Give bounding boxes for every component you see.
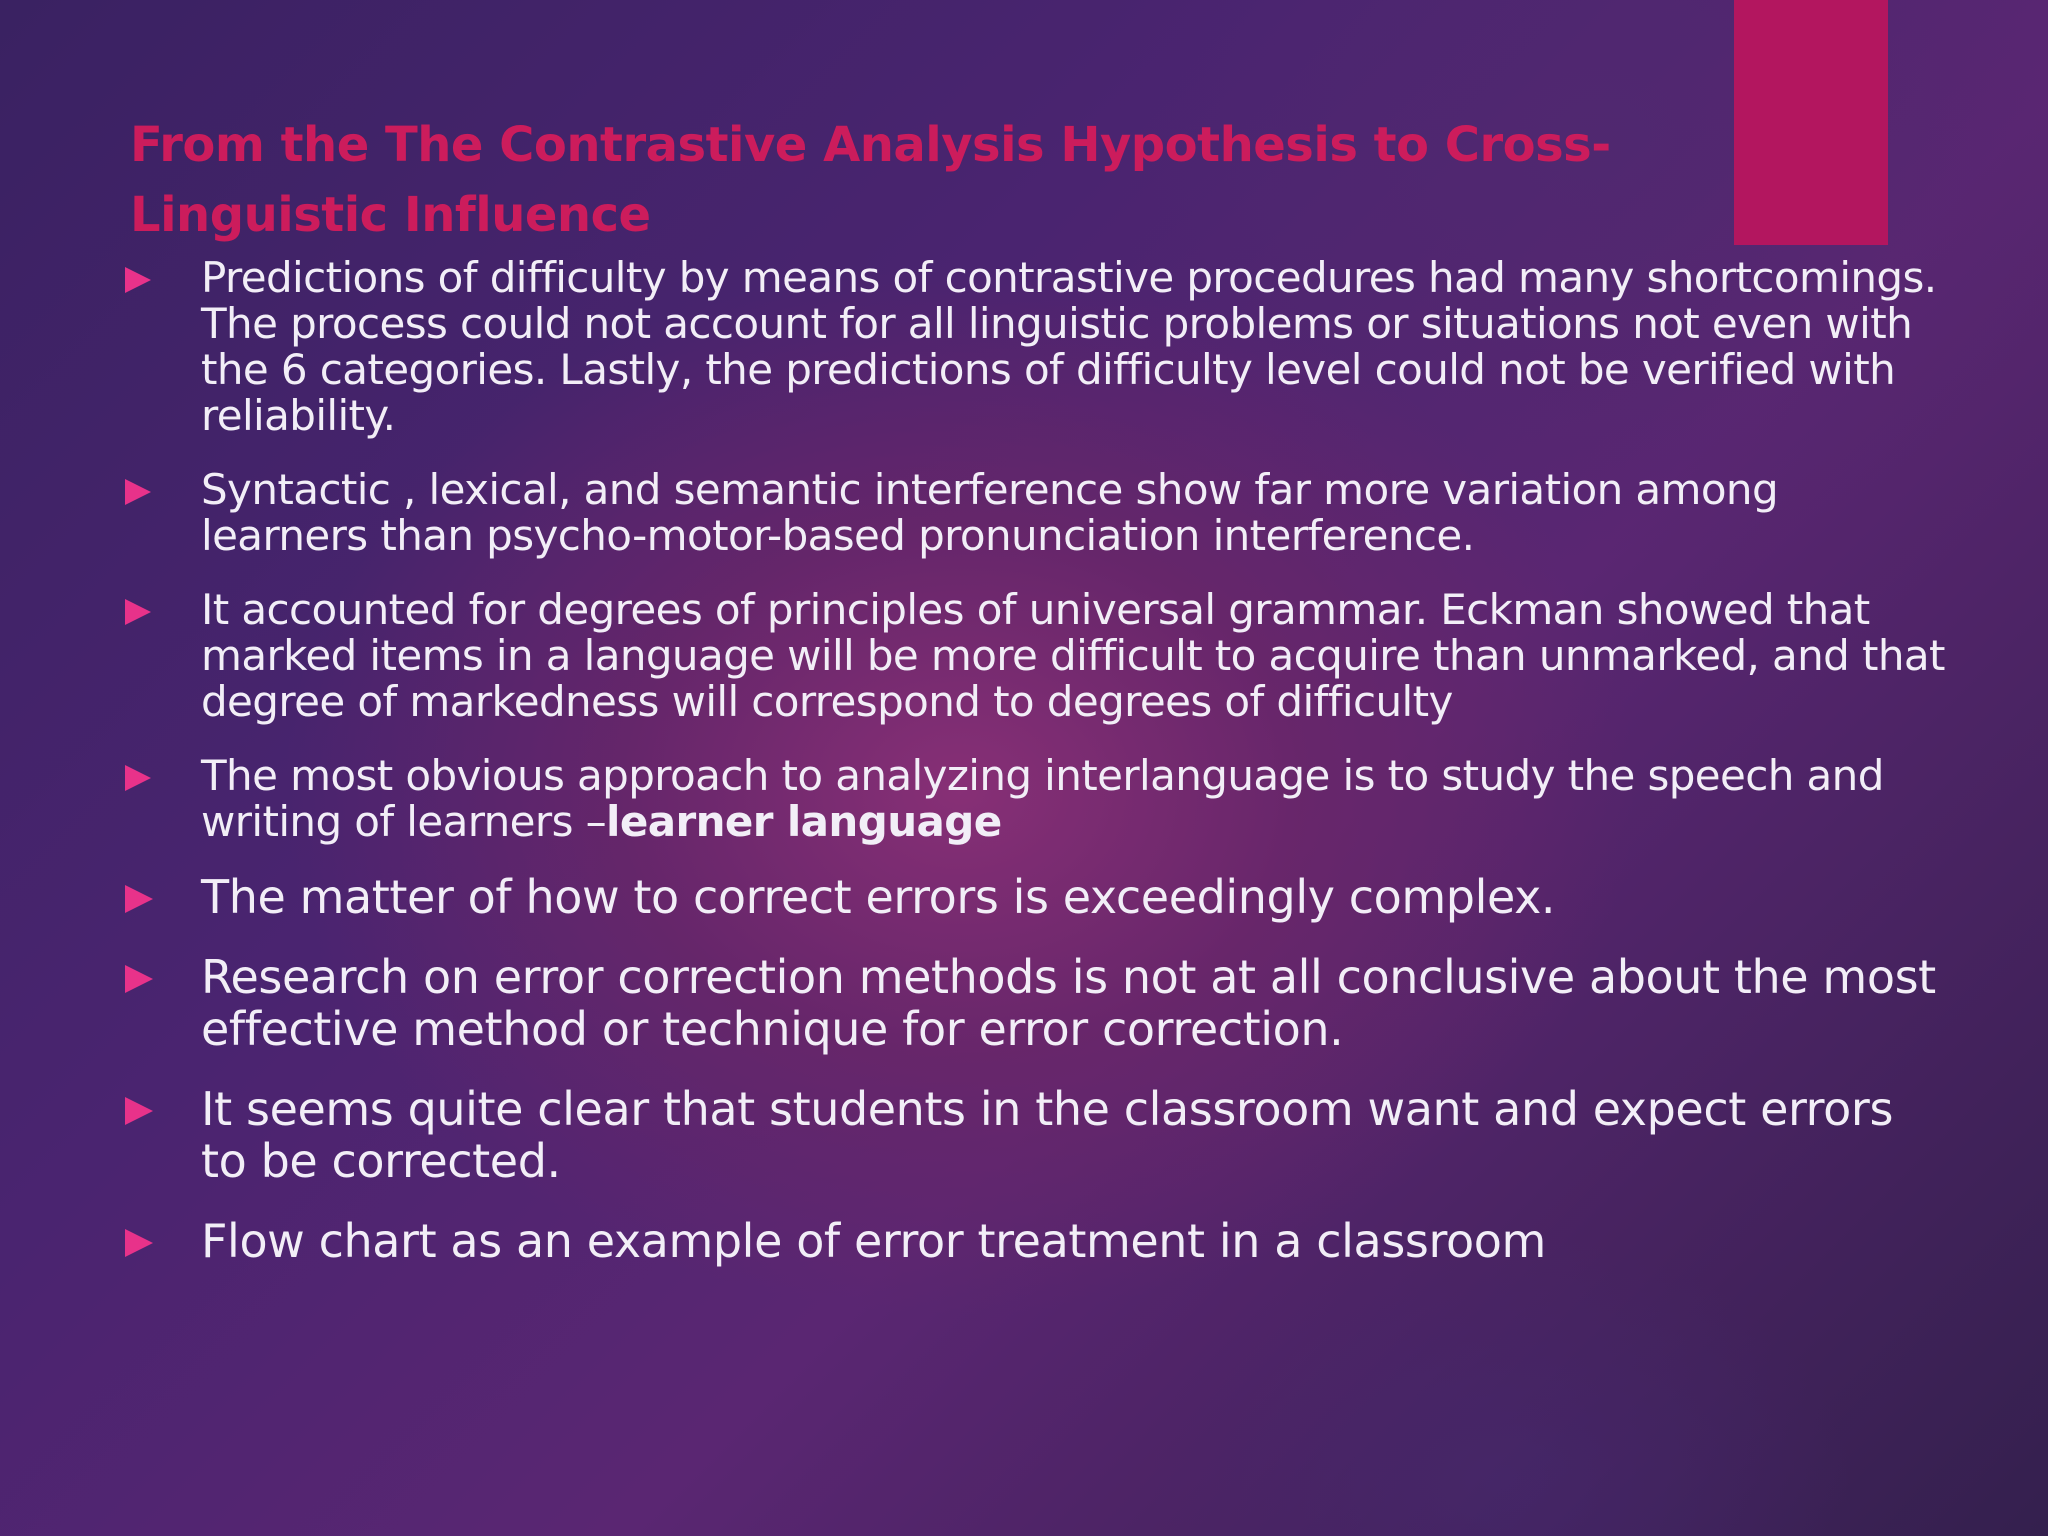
triangle-bullet-icon [125, 1097, 153, 1125]
bullet-list [125, 255, 1945, 1267]
slide-title: From the The Contrastive Analysis Hypothesis to Cross-Linguistic Influence [130, 117, 1611, 243]
bullet-item-6 [125, 951, 1945, 1055]
triangle-bullet-icon [125, 765, 151, 791]
bullet-text-7: It seems quite clear that students in the classroom want and expect errors to be corrected. [201, 1082, 1894, 1188]
triangle-bullet-icon [125, 267, 151, 293]
triangle-bullet-icon [125, 885, 153, 913]
bullet-text-1: Predictions of difficulty by means of contrastive procedures had many shortcomings. The process could not account for all linguistic problems or situations not even with the 6 categories. Lastly, the predictions of difficulty level could not be verified with reliability. [201, 253, 1937, 440]
bullet-text-2: Syntactic , lexical, and semantic interference show far more variation among learners than psycho-motor-based pronunciation interference. [201, 465, 1778, 560]
bullet-text-6: Research on error correction methods is not at all conclusive about the most effective method or technique for error correction. [201, 950, 1936, 1056]
triangle-bullet-icon [125, 965, 153, 993]
triangle-bullet-icon [125, 599, 151, 625]
bullet-text-5: The matter of how to correct errors is exceedingly complex. [201, 870, 1556, 924]
bullet-text-3: It accounted for degrees of principles of universal grammar. Eckman showed that marked items in a language will be more difficult to acquire than unmarked, and that degree of markedness will correspond to degrees of difficulty [201, 585, 1945, 726]
bullet-item-8 [125, 1215, 1945, 1267]
bullet-text-8: Flow chart as an example of error treatment in a classroom [201, 1214, 1546, 1268]
triangle-bullet-icon [125, 479, 151, 505]
bullet-item-7 [125, 1083, 1945, 1187]
accent-bar [1734, 0, 1888, 245]
bullet-item-4 [125, 753, 1945, 845]
bullet-item-2 [125, 467, 1945, 559]
triangle-bullet-icon [125, 1229, 153, 1257]
bullet-text-4-main: The most obvious approach to analyzing interlanguage is to study the speech and writing of learners – [201, 751, 1884, 846]
bullet-item-1 [125, 255, 1945, 439]
bullet-item-3 [125, 587, 1945, 725]
bullet-item-5 [125, 871, 1945, 923]
learner-language-emphasis: learner language [606, 797, 1002, 846]
bullet-text-4 [201, 753, 1945, 845]
